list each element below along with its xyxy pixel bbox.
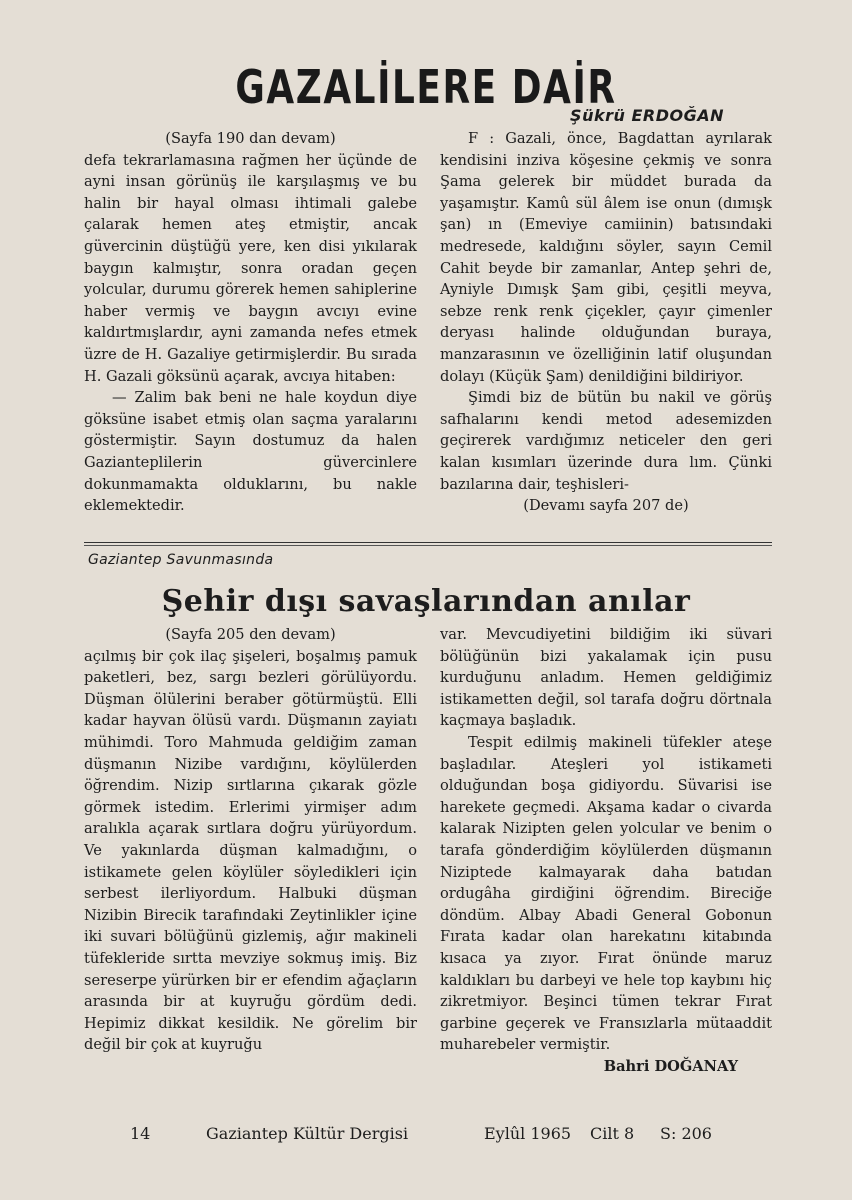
issue-date: Eylûl 1965 xyxy=(484,1124,572,1143)
article2-column-right xyxy=(440,624,772,1077)
continuation-note: (Sayfa 205 den devam) xyxy=(165,626,336,643)
article1-column-left xyxy=(84,128,417,517)
volume: Cilt 8 xyxy=(590,1124,635,1143)
article-title: Şehir dışı savaşlarından anılar xyxy=(161,584,691,619)
paragraph: Şimdi biz de bütün bu nakil ve görüş safhalarını kendi metod adesemizden geçirerek vardığımız neticeler den geri kalan kısımları üzerinde dura lım. Çünki bazılarına dair, teşhisleri- xyxy=(440,389,772,493)
journal-name: Gaziantep Kültür Dergisi xyxy=(206,1124,409,1143)
section-heading: Gaziantep Savunmasında xyxy=(88,552,274,568)
continuation-note: (Sayfa 190 dan devam) xyxy=(165,130,336,147)
article-author: Bahri DOĞANAY xyxy=(603,1057,738,1075)
article1-column-right xyxy=(440,128,772,517)
continuation-note: (Devamı sayfa 207 de) xyxy=(523,497,689,515)
article2-column-left xyxy=(84,624,417,1056)
paragraph: var. Mevcudiyetini bildiğim iki süvari bölüğünün bizi yakalamak için pusu kurduğunu anladım. Hemen geldiğimiz istikametten değil, sol tarafa doğru dörtnala kaçmaya başladık. xyxy=(440,626,772,730)
section-divider xyxy=(84,542,772,543)
page-number: 14 xyxy=(130,1124,151,1143)
paragraph: defa tekrarlamasına rağmen her üçünde de ayni insan görünüş ile karşılaşmış ve bu halin bir hayal olması ihtimali galebe çalarak hemen ateş etmiştir, ancak güvercinin düştüğü yere, ken disi yıkılarak baygın kalmıştır, sonra oradan geçen yolcular, durumu görerek hemen sahiplerine haber vermiş ve baygın avcıyı evine kaldırtmışlardır, ayni zamanda nefes etmek üzre de H. Gazaliye getirmişlerdir. Bu sırada H. Gazali göksünü açarak, avcıya hitaben: xyxy=(84,151,417,385)
issue-number: S: 206 xyxy=(660,1124,712,1143)
paragraph: F : Gazali, önce, Bagdattan ayrılarak kendisini inziva köşesine çekmiş ve sonra Şama gelerek bir müddet burada da yaşamıştır. Kamû sül âlem ise onun (dımışk şan) ın (Emeviye camiinin) batısındaki medresede, kaldığını söyler, sayın Cemil Cahit beyde bir zamanlar, Antep şehri de, Ayniyle Dımışk Şam gibi, çeşitli meyva, sebze renk renk çiçekler, çayır çimenler deryası halinde olduğundan buraya, manzarasının ve özelliğinin latif oluşundan dolayı (Küçük Şam) denildiğini bildiriyor. xyxy=(440,130,772,385)
paragraph: — Zalim bak beni ne hale koydun diye göksüne isabet etmiş olan saçma yaralarını göstermiştir. Sayın dostumuz da halen Gazianteplilerin güvercinlere dokunmamakta olduklarını, bu nakle eklemektedir. xyxy=(84,389,417,515)
paragraph: açılmış bir çok ilaç şişeleri, boşalmış pamuk paketleri, bez, sargı bezleri görülüyordu. Düşman ölülerini beraber götürmüştü. Elli kadar hayvan ölüsü vardı. Düşmanın zayiatı mühimdi. Toro Mahmuda geldiğim zaman düşmanın Nizibe vardığını, köylülerden öğrendim. Nizip sırtlarına çıkarak gözle görmek istedim. Erlerimi yirmişer adım aralıkla açarak sırtlara doğru yürüyordum. Ve yakınlarda düşman kalmadığını, o istikamete gelen köylüler söyledikleri için serbest ilerliyordum. Halbuki düşman Nizibin Birecik tarafındaki Zeytinlikler içine iki suvari bölüğünü gizlemiş, ağır makineli tüfekleride sırtta mevziye sokmuş imiş. Biz sereserpe yürürken bir er efendim ağaçların arasında bir at kuyruğu gördüm dedi. Hepimiz dikkat kesildik. Ne görelim bir değil bir çok at kuyruğu xyxy=(84,647,417,1054)
paragraph: Tespit edilmiş makineli tüfekler ateşe başladılar. Ateşleri yol istikameti olduğundan boşa gidiyordu. Süvarisi ise harekete geçmedi. Akşama kadar o civarda kalarak Nizipten gelen yolcular ve benim o tarafa gönderdiğim köylülerden düşmanın Niziptede kalmayarak daha batıdan ordugâha girdiğini öğrendim. Bireciğe döndüm. Albay Abadi General Gobonun Fırata kadar olan harekatını kitabında kısaca ya zıyor. Fırat önünde maruz kaldıkları bu darbeyi ve hele top kaybını hiç zikretmiyor. Beşinci tümen tekrar Fırat garbine geçerek ve Fransızlarla mütaaddit muharebeler vermiştir. xyxy=(440,733,772,1054)
article-author: Şükrü ERDOĞAN xyxy=(570,106,724,125)
article-title: GAZALİLERE DAİR xyxy=(235,60,617,114)
